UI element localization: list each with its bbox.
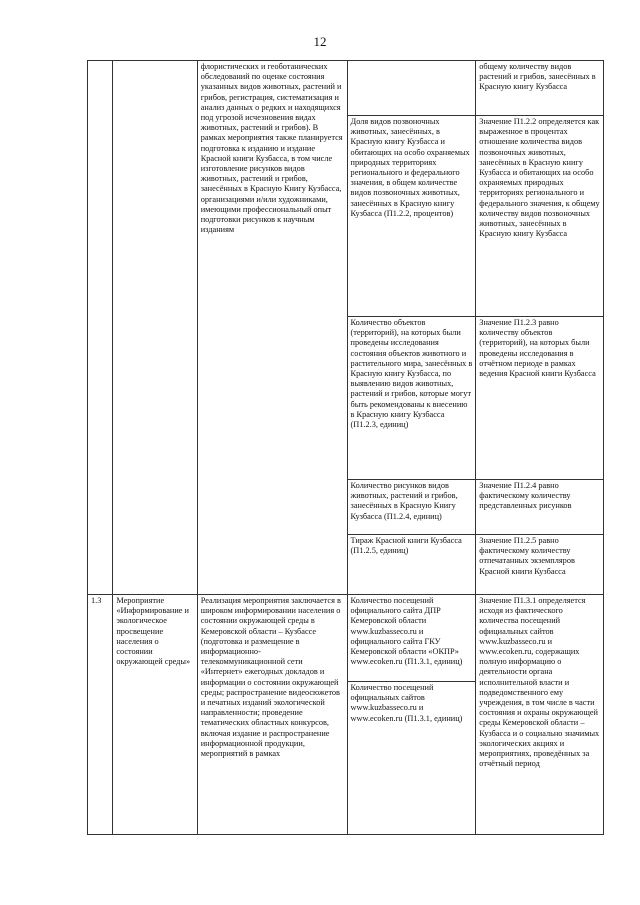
indicator-name-cell: Доля видов позвоночных животных, занесённых, в Красную книгу Кузбасса и обитающих на особо охраняемых природных территориях регионального и федерального значения, в общем количестве видов позвоночных животных, занесённых в Красную книгу Кузбасса (П1.2.2, процентов) — [347, 116, 476, 317]
indicator-value-cell: Значение П1.2.5 равно фактическому количеству отпечатанных экземпляров Красной книги Кузбасса — [476, 535, 604, 595]
indicator-name-cell — [347, 61, 476, 116]
row-number-cell — [88, 61, 113, 595]
indicator-name-cell: Количество рисунков видов животных, растений и грибов, занесённых в Красную Книгу Кузбасса (П1.2.4, единиц) — [347, 480, 476, 535]
table-row — [88, 61, 604, 116]
indicator-name-cell: Количество объектов (территорий), на которых были проведены исследования состояния объектов животного и растительного мира, занесённых в Красную книгу Кузбасса, по выявлению видов животных, растений и грибов, которые могут быть рекомендованы к внесению в Красную книгу Кузбасса (П1.2.3, единиц) — [347, 317, 476, 480]
indicator-value-cell: Значение П1.2.2 определяется как выраженное в процентах отношение количества видов позвоночных животных, занесённых в Красную книгу Кузбасса и обитающих на особо охраняемых природных территориях регионального и федерального значения, к общему количеству видов позвоночных животных, занесённых в Красную книгу Кузбасса — [476, 116, 604, 317]
program-table — [87, 60, 604, 835]
table-row — [88, 595, 604, 682]
page-number: 12 — [313, 34, 327, 49]
measure-description-cell: флористических и геоботанических обследований по оценке состояния указанных видов животных, растений и грибов, регистрация, систематизация и анализ данных о редких и находящихся под угрозой исчезновения видах животных, растений и грибов). В рамках мероприятия также планируется подготовка к изданию и издание Красной книги Кузбасса, в том числе изготовление рисунков видов животных, растений и грибов, занесённых в Красную Книгу Кузбасса, организациями и/или художниками, имеющими профессиональный опыт подготовки рисунков к научным изданиям — [197, 61, 347, 595]
indicator-value-cell: Значение П1.2.3 равно количеству объектов (территорий), на которых были проведены исследования в отчётном периоде в рамках ведения Красной книги Кузбасса — [476, 317, 604, 480]
measure-description-cell: Реализация мероприятия заключается в широком информировании населения о состоянии окружающей среды в Кемеровской области – Кузбассе (подготовка и размещение в информационно-телекоммуникационной сети «Интернет» ежегодных докладов и информации о состоянии окружающей среды; распространение видеосюжетов и печатных изданий экологической направленности; проведение тематических областных конкурсов, включая издание и распространение информационной продукции, мероприятий в рамках — [197, 595, 347, 835]
indicator-value-cell: Значение П1.2.4 равно фактическому количеству представленных рисунков — [476, 480, 604, 535]
row-number-cell: 1.3 — [88, 595, 113, 835]
indicator-name-cell: Тираж Красной книги Кузбасса (П1.2.5, единиц) — [347, 535, 476, 595]
indicator-value-cell: общему количеству видов растений и грибов, занесённых в Красную книгу Кузбасса — [476, 61, 604, 116]
indicator-name-cell: Количество посещений официальных сайтов www.kuzbasseco.ru и www.ecoken.ru (П1.3.1, единиц) — [347, 682, 476, 835]
measure-name-cell: Мероприятие «Информирование и экологическое просвещение населения о состоянии окружающей среды» — [113, 595, 197, 835]
indicator-name-cell: Количество посещений официального сайта ДПР Кемеровской области www.kuzbasseco.ru и официального сайта ГКУ Кемеровской области «ОКПР» www.ecoken.ru (П1.3.1, единиц) — [347, 595, 476, 682]
indicator-value-cell: Значение П1.3.1 определяется исходя из фактического количества посещений официальных сайтов www.kuzbasseco.ru и www.ecoken.ru, содержащих полную информацию о деятельности органа исполнительной власти и подведомственного ему учреждения, в том числе в части состояния и охраны окружающей среды Кемеровской области – Кузбасса и о социально значимых экологических акциях и мероприятиях, проведённых за отчётный период — [476, 595, 604, 835]
measure-name-cell — [113, 61, 197, 595]
